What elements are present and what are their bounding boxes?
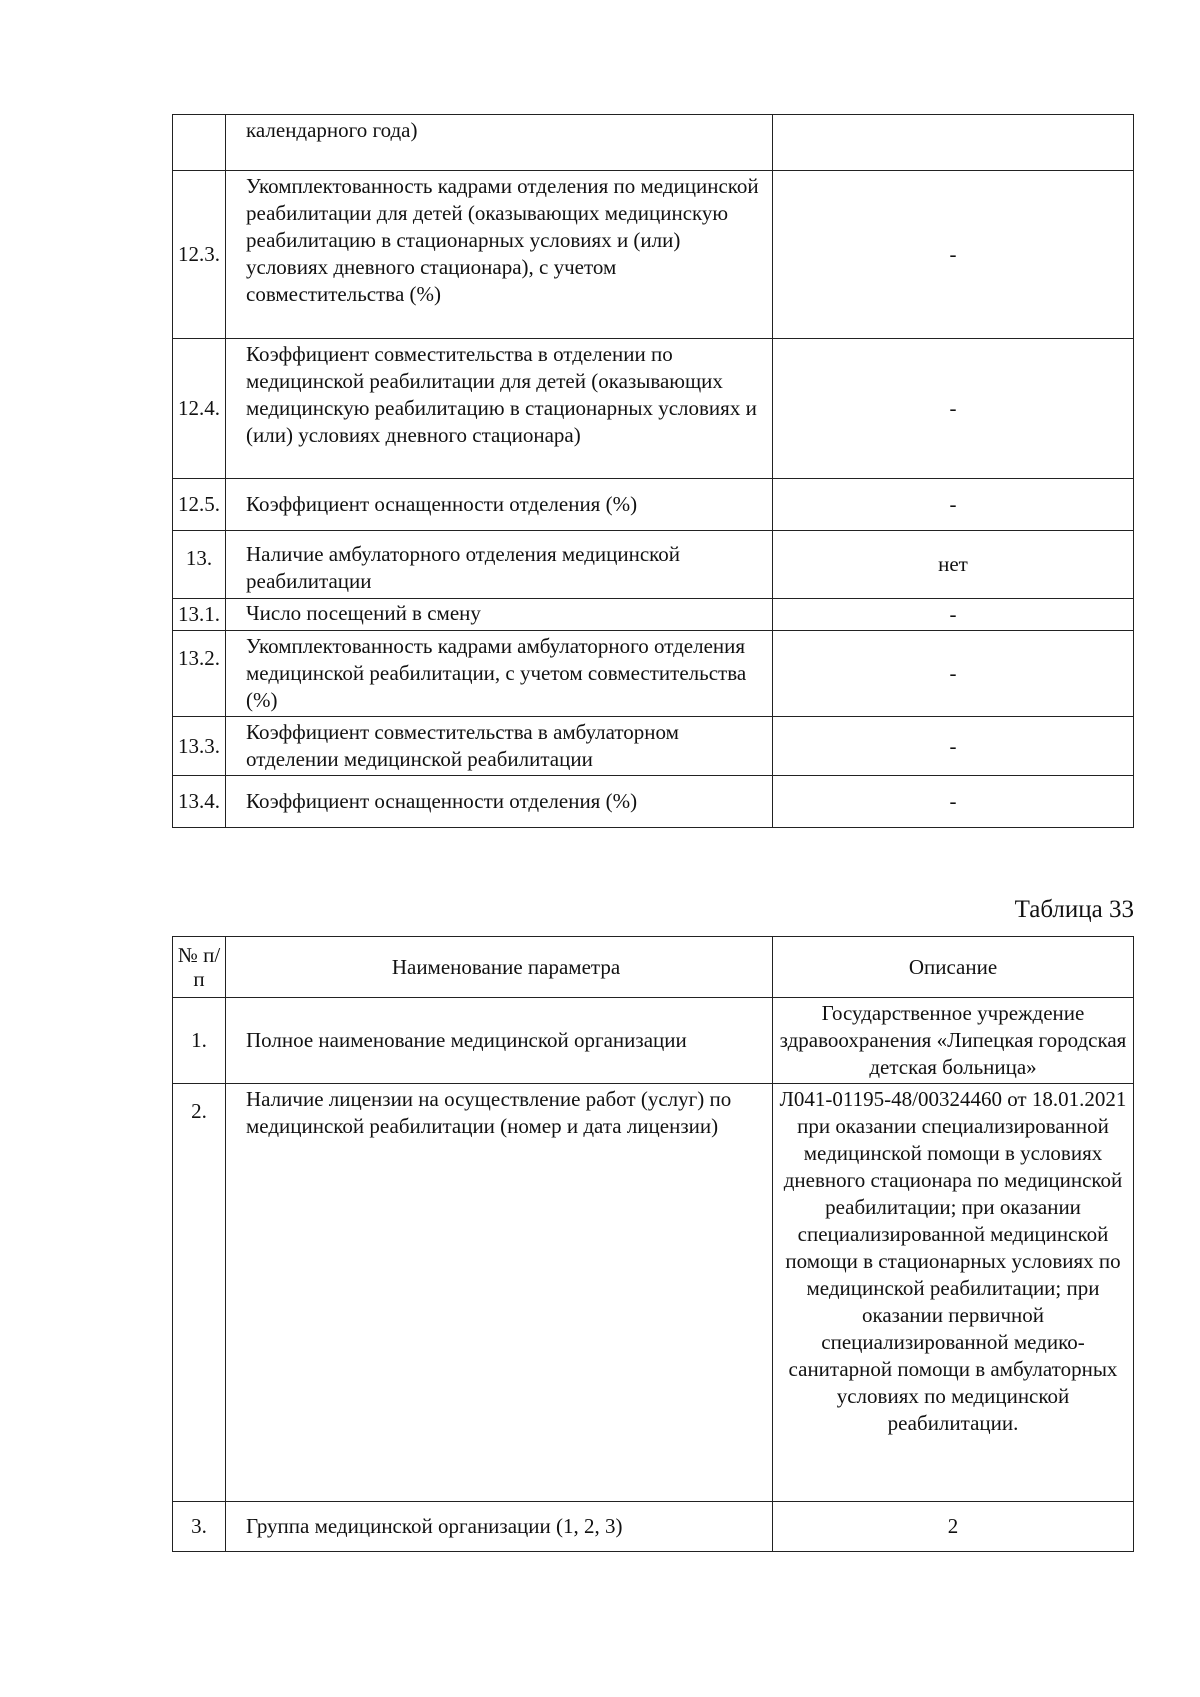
- table-row: [173, 998, 1134, 1084]
- parameter-name: Укомплектованность кадрами отделения по медицинской реабилитации для детей (оказывающих медицинскую реабилитацию в стационарных условиях и (или) условиях дневного стационара), с учетом совместительства (%): [226, 171, 773, 339]
- row-number: 13.3.: [173, 717, 226, 776]
- table-row: [173, 115, 1134, 171]
- row-number: 2.: [173, 1084, 226, 1502]
- parameter-value: 2: [773, 1502, 1134, 1552]
- parameter-value: -: [773, 631, 1134, 717]
- parameter-name: Число посещений в смену: [226, 599, 773, 631]
- table-row: [173, 717, 1134, 776]
- parameter-value: Государственное учреждение здравоохранения «Липецкая городская детская больница»: [773, 998, 1134, 1084]
- row-number: 13.2.: [173, 631, 226, 717]
- parameter-value: -: [773, 599, 1134, 631]
- table-row: [173, 631, 1134, 717]
- parameter-value: -: [773, 479, 1134, 531]
- parameter-value: нет: [773, 531, 1134, 599]
- parameter-name: Коэффициент оснащенности отделения (%): [226, 479, 773, 531]
- header-number: № п/п: [173, 937, 226, 998]
- header-value: Описание: [773, 937, 1134, 998]
- row-number: [173, 115, 226, 171]
- parameter-name: Коэффициент совместительства в амбулаторном отделении медицинской реабилитации: [226, 717, 773, 776]
- table-row: [173, 776, 1134, 828]
- organization-parameters-table: [172, 936, 1134, 1552]
- row-number: 12.5.: [173, 479, 226, 531]
- parameter-name: Полное наименование медицинской организации: [226, 998, 773, 1084]
- table-row: [173, 1084, 1134, 1502]
- table-caption: Таблица 33: [1014, 896, 1134, 923]
- table-header-row: [173, 937, 1134, 998]
- parameter-name: календарного года): [226, 115, 773, 171]
- parameter-name: Укомплектованность кадрами амбулаторного отделения медицинской реабилитации, с учетом совместительства (%): [226, 631, 773, 717]
- table-row: [173, 531, 1134, 599]
- parameter-name: Наличие амбулаторного отделения медицинской реабилитации: [226, 531, 773, 599]
- row-number: 13.1.: [173, 599, 226, 631]
- parameter-name: Коэффициент оснащенности отделения (%): [226, 776, 773, 828]
- parameter-value: [773, 115, 1134, 171]
- parameter-name: Группа медицинской организации (1, 2, 3): [226, 1502, 773, 1552]
- row-number: 1.: [173, 998, 226, 1084]
- parameter-value: -: [773, 171, 1134, 339]
- row-number: 12.4.: [173, 339, 226, 479]
- parameter-value: -: [773, 717, 1134, 776]
- row-number: 13.4.: [173, 776, 226, 828]
- parameter-value: -: [773, 339, 1134, 479]
- parameter-name: Коэффициент совместительства в отделении по медицинской реабилитации для детей (оказывающих медицинскую реабилитацию в стационарных условиях и (или) условиях дневного стационара): [226, 339, 773, 479]
- table-row: [173, 479, 1134, 531]
- header-name: Наименование параметра: [226, 937, 773, 998]
- parameter-value: -: [773, 776, 1134, 828]
- parameter-name: Наличие лицензии на осуществление работ (услуг) по медицинской реабилитации (номер и дата лицензии): [226, 1084, 773, 1502]
- row-number: 13.: [173, 531, 226, 599]
- parameter-value: Л041-01195-48/00324460 от 18.01.2021 при оказании специализированной медицинской помощи в условиях дневного стационара по медицинской реабилитации; при оказании специализированной медицинской помощи в стационарных условиях по медицинской реабилитации; при оказании первичной специализированной медико-санитарной помощи в амбулаторных условиях по медицинской реабилитации.: [773, 1084, 1134, 1502]
- parameters-table-continued: [172, 114, 1134, 828]
- row-number: 12.3.: [173, 171, 226, 339]
- table-row: [173, 599, 1134, 631]
- row-number: 3.: [173, 1502, 226, 1552]
- table-row: [173, 1502, 1134, 1552]
- table-row: [173, 171, 1134, 339]
- table-row: [173, 339, 1134, 479]
